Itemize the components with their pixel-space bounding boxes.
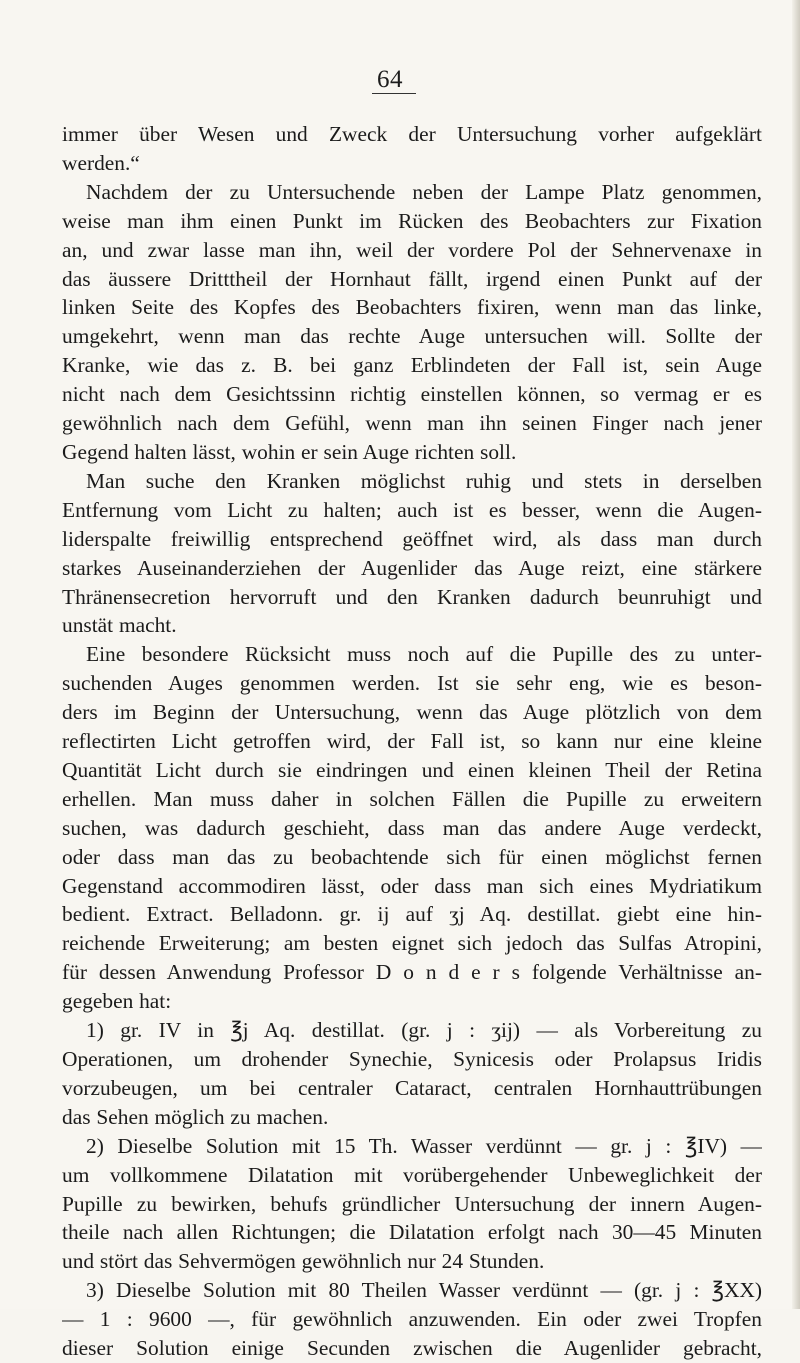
text-line: um vollkommene Dilatation mit vorübergehender Unbeweglichkeit der bbox=[62, 1162, 762, 1187]
text-line: dieser Solution einige Secunden zwischen die Augenlider gebracht, bbox=[62, 1336, 762, 1361]
text-line: gegeben hat: bbox=[62, 989, 172, 1014]
text-line: gewöhnlich nach dem Gefühl, wenn man ihn seinen Finger nach jener bbox=[62, 411, 762, 436]
text-line: Operationen, um drohender Synechie, Synicesis oder Prolapsus Iridis bbox=[62, 1047, 762, 1071]
text-line: an, und zwar lasse man ihn, weil der vordere Pol der Sehnervenaxe in bbox=[62, 237, 762, 262]
text-line: 1) gr. IV in ℥j Aq. destillat. (gr. j : ʒij) — als Vorbereitung zu bbox=[86, 1018, 762, 1043]
text-line: reichende Erweiterung; am besten eignet sich jedoch das Sulfas Atropini, bbox=[62, 931, 762, 956]
text-line: 3) Dieselbe Solution mit 80 Theilen Wasser verdünnt — (gr. j : ℥XX) bbox=[86, 1278, 762, 1303]
text-line: für dessen Anwendung Professor D o n d e r s folgende Verhältnisse an- bbox=[62, 960, 762, 985]
text-line: unstät macht. bbox=[62, 613, 177, 638]
text-line: suchenden Auges genommen werden. Ist sie sehr eng, wie es beson- bbox=[62, 671, 762, 696]
text-line: Entfernung vom Licht zu halten; auch ist es besser, wenn die Augen- bbox=[62, 497, 762, 522]
text-line: und stört das Sehvermögen gewöhnlich nur 24 Stunden. bbox=[62, 1249, 545, 1274]
text-line: Quantität Licht durch sie eindringen und einen kleinen Theil der Retina bbox=[62, 757, 762, 782]
text-line: starkes Auseinanderziehen der Augenlider das Auge reizt, eine stärkere bbox=[62, 555, 762, 580]
text-line: ders im Beginn der Untersuchung, wenn das Auge plötzlich von dem bbox=[62, 700, 762, 725]
text-line: liderspalte freiwillig entsprechend geöffnet wird, als dass man durch bbox=[62, 526, 762, 551]
text-line: 2) Dieselbe Solution mit 15 Th. Wasser verdünnt — gr. j : ℥IV) — bbox=[86, 1133, 762, 1158]
text-line: linken Seite des Kopfes des Beobachters fixiren, wenn man das linke, bbox=[62, 295, 762, 320]
text-line: immer über Wesen und Zweck der Untersuchung vorher aufgeklärt bbox=[62, 122, 762, 146]
text-line: Gegend halten lässt, wohin er sein Auge richten soll. bbox=[62, 439, 517, 464]
page-number-underline bbox=[372, 93, 416, 94]
text-line: vorzubeugen, um bei centraler Cataract, centralen Hornhauttrübungen bbox=[62, 1075, 762, 1100]
text-line: Gegenstand accommodiren lässt, oder dass man sich eines Mydriatikum bbox=[62, 873, 762, 898]
text-line: suchen, was dadurch geschieht, dass man das andere Auge verdeckt, bbox=[62, 815, 762, 840]
text-line: das äussere Dritttheil der Hornhaut fällt, irgend einen Punkt auf der bbox=[62, 266, 762, 291]
text-line: — 1 : 9600 —, für gewöhnlich anzuwenden. Ein oder zwei Tropfen bbox=[62, 1307, 762, 1332]
text-line: Thränensecretion hervorruft und den Kranken dadurch beunruhigt und bbox=[62, 584, 762, 609]
body-text bbox=[62, 120, 762, 1363]
text-line: nicht nach dem Gesichtssinn richtig einstellen können, so vermag er es bbox=[62, 382, 762, 407]
text-line: Nachdem der zu Untersuchende neben der Lampe Platz genommen, bbox=[86, 179, 762, 204]
text-line: bedient. Extract. Belladonn. gr. ij auf ʒj Aq. destillat. giebt eine hin- bbox=[62, 902, 762, 927]
text-line: erhellen. Man muss daher in solchen Fällen die Pupille zu erweitern bbox=[62, 786, 762, 811]
text-line: weise man ihm einen Punkt im Rücken des Beobachters zur Fixation bbox=[62, 208, 762, 233]
text-line: umgekehrt, wenn man das rechte Auge untersuchen will. Sollte der bbox=[62, 324, 762, 349]
text-line: reflectirten Licht getroffen wird, der Fall ist, so kann nur eine kleine bbox=[62, 729, 762, 754]
text-line: Eine besondere Rücksicht muss noch auf die Pupille des zu unter- bbox=[86, 642, 762, 667]
text-line: Pupille zu bewirken, behufs gründlicher Untersuchung der innern Augen- bbox=[62, 1191, 762, 1216]
page-number: 64 bbox=[377, 66, 403, 93]
page-edge-shadow bbox=[792, 0, 800, 1309]
text-line: Man suche den Kranken möglichst ruhig und stets in derselben bbox=[86, 468, 762, 493]
text-line: theile nach allen Richtungen; die Dilatation erfolgt nach 30—45 Minuten bbox=[62, 1220, 762, 1245]
text-line: das Sehen möglich zu machen. bbox=[62, 1104, 329, 1129]
text-line: Kranke, wie das z. B. bei ganz Erblindeten der Fall ist, sein Auge bbox=[62, 353, 762, 378]
text-line: werden.“ bbox=[62, 150, 140, 175]
text-line: oder dass man das zu beobachtende sich für einen möglichst fernen bbox=[62, 844, 762, 869]
